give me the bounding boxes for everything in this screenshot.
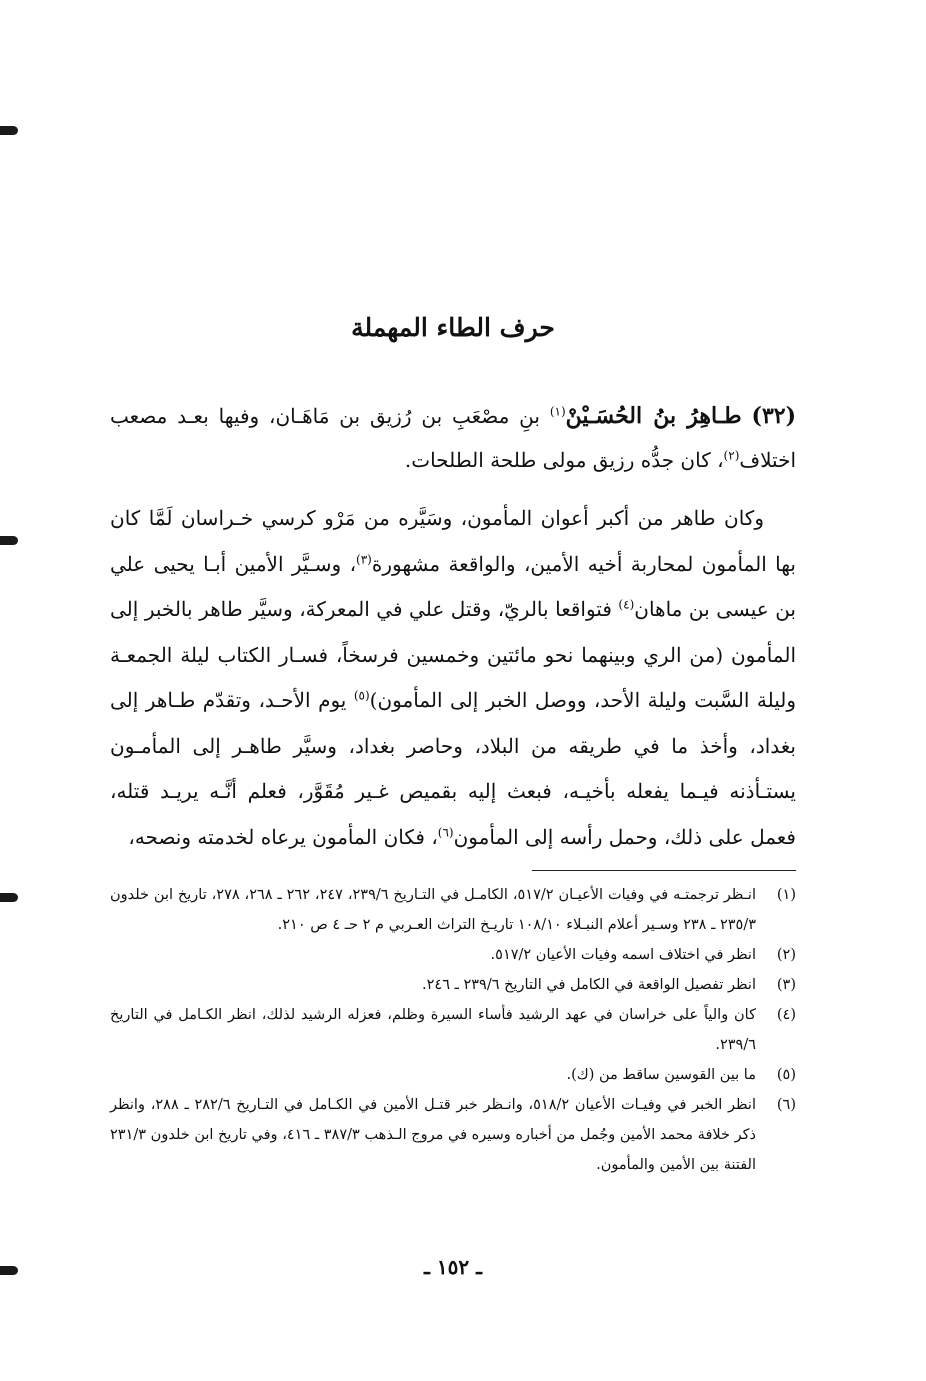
footnote-text: كان والياً على خراسان في عهد الرشيد فأساء السيرة وظلم، فعزله الرشيد لذلك، انظر الكـامل في التاريخ ٢٣٩/٦. bbox=[110, 1007, 756, 1053]
footnote bbox=[110, 880, 796, 940]
entry-name: طـاهِرُ بنُ الحُسَـيْنْ bbox=[565, 403, 742, 429]
footnote-text: انظر الخبر في وفيـات الأعيان ٥١٨/٢، وانـظر خبر قتـل الأمين في الكـامل في التـاريخ ٢٨٢/٦ ـ ٢٨٨، وانظر ذكر خلافة محمد الأمين وجُمل من أخباره وسيره في مروج الـذهب ٣٨٧/٣ ـ ٤١٦، وفي تاريخ ابن خلدون ٢٣١/٣ الفتنة بين الأمين والمأمون. bbox=[110, 1097, 756, 1173]
footnote-text: انظر في اختلاف اسمه وفيات الأعيان ٥١٧/٢. bbox=[490, 947, 756, 963]
section-heading: حرف الطاء المهملة bbox=[351, 313, 555, 342]
body-text-part: يوم الأحـد، وتقدّم طـاهر إلى بغداد، وأخذ ما في طريقه من البلاد، وحاصر بغداد، وسيَّر طاهـر إلى المأمـون يستـأذنه فيـما يفعله بأخيـه، فبعث إليه بقميص غـير مُقَوَّر، فعلم أنَّـه يريـد قتله، فعمل على ذلك، وحمل رأسه إلى المأمون bbox=[110, 688, 796, 849]
footnote bbox=[110, 1060, 796, 1090]
footnote-ref: (٦) bbox=[437, 824, 454, 839]
body-text-part: فتواقعا بالريّ، وقتل علي في المعركة، وسيَّر طاهر بالخبر إلى المأمون (من الري وبينهما نحو مائتين وخمسين فرسخاً، فسـار الكتاب ليلة الجمعـة وليلة السَّبت وليلة الأحد، ووصل الخبر إلى المأمون) bbox=[110, 597, 797, 712]
body-text-part: ، فكان المأمون يرعاه لخدمته ونصحه، bbox=[128, 824, 438, 849]
footnote-number: (٣) bbox=[776, 977, 796, 993]
footnote-number: (٢) bbox=[776, 947, 796, 963]
footnote-text: ما بين القوسين ساقط من (ك). bbox=[566, 1067, 756, 1083]
footnote-text: انظر تفصيل الواقعة في الكامل في التاريخ ٢٣٩/٦ ـ ٢٤٦. bbox=[422, 977, 756, 993]
footnote-number: (٦) bbox=[776, 1097, 796, 1113]
footnote bbox=[110, 1090, 796, 1180]
footnote-divider bbox=[532, 870, 796, 871]
entry-header bbox=[110, 394, 796, 482]
entry-number: (٣٢) bbox=[751, 403, 797, 429]
footnote-ref: (٣) bbox=[356, 551, 372, 566]
body-text-part: وكان طاهر من أكبر أعوان المأمون، وسَيَّره من مَرْو كرسي خـراسان لَمَّا كان بها المأمون لمحاربة أخيه الأمين، والواقعة مشهورة bbox=[110, 506, 796, 576]
binding-mark bbox=[0, 536, 18, 545]
footnote bbox=[110, 940, 796, 970]
entry-lineage: بنِ مصْعَبِ بن رُزيق بن مَاهَـان، وفيها بعـد مصعب اختلاف bbox=[110, 404, 796, 472]
page-number: ـ ١٥٢ ـ bbox=[424, 1255, 482, 1279]
footnote-ref: (٥) bbox=[353, 688, 370, 703]
footnotes bbox=[110, 880, 796, 1180]
footnote-ref: (٢) bbox=[723, 448, 740, 463]
footnote-ref: (١) bbox=[549, 404, 566, 419]
footnote-number: (١) bbox=[776, 887, 796, 903]
binding-mark bbox=[0, 1266, 18, 1275]
footnote-number: (٤) bbox=[776, 1007, 796, 1023]
binding-mark bbox=[0, 893, 18, 902]
body-text-part: ، وسـيَّر الأمين أبـا يحيى علي بن عيسى بن ماهان bbox=[110, 551, 796, 621]
footnote-ref: (٤) bbox=[618, 597, 635, 612]
binding-mark bbox=[0, 126, 18, 135]
body-paragraph bbox=[110, 496, 796, 860]
footnote-text: انـظر ترجمتـه في وفيات الأعيـان ٥١٧/٢، الكامـل في التـاريخ ٢٣٩/٦، ٢٤٧، ٢٦٢ ـ ٢٦٨، ٢٧٨، تاريخ ابن خلدون ٢٣٥/٣ ـ ٢٣٨ وسـير أعلام النبـلاء ١٠٨/١٠ تاريـخ التراث العـربي م ٢ حـ ٤ ص ٢١٠. bbox=[110, 887, 756, 933]
entry-lineage-end: ، كان جدُّه رزيق مولى طلحة الطلحات. bbox=[404, 448, 724, 472]
footnote bbox=[110, 1000, 796, 1060]
footnote bbox=[110, 970, 796, 1000]
footnote-number: (٥) bbox=[776, 1067, 796, 1083]
